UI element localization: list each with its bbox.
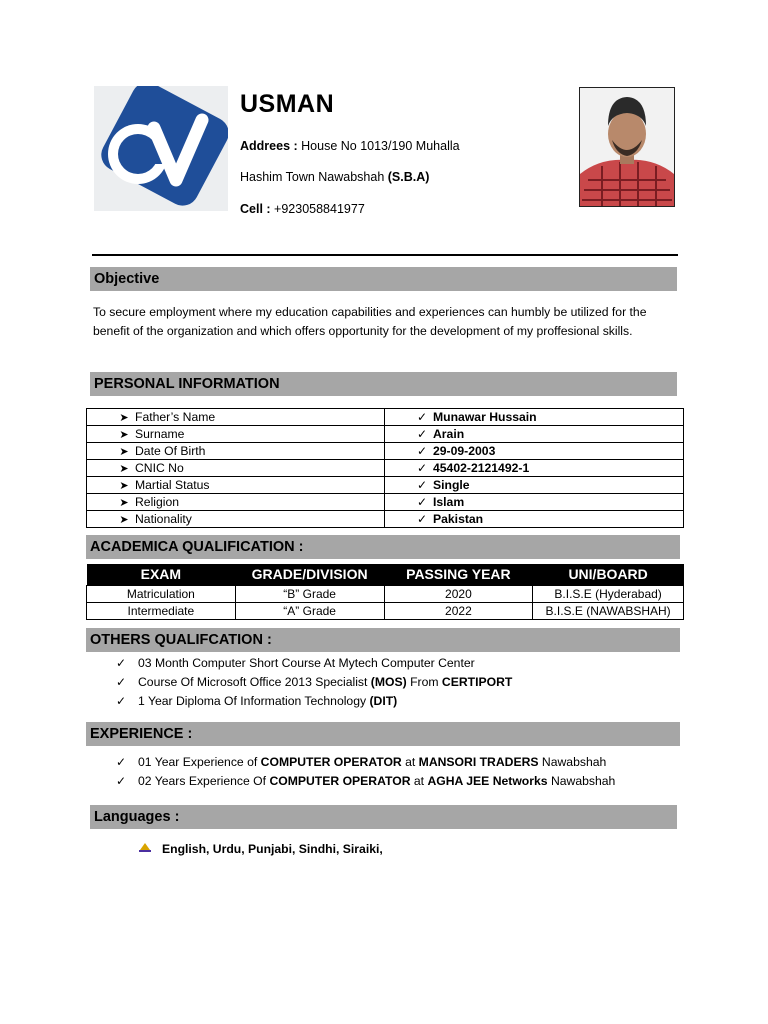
cv-logo-icon [94, 86, 228, 211]
academic-table [86, 564, 684, 620]
personal-info-row [87, 477, 684, 494]
academic-cell: Matriculation [87, 585, 236, 602]
academic-cell: “A” Grade [235, 602, 384, 619]
academic-row [87, 602, 684, 619]
check-icon: ✓ [416, 461, 428, 475]
personal-info-heading: PERSONAL INFORMATION [90, 372, 677, 396]
arrow-bullet-icon: ➤ [119, 429, 129, 441]
header-divider [92, 254, 678, 256]
personal-info-label-cell [87, 477, 385, 494]
cell-value: +923058841977 [274, 202, 365, 216]
experience-text-2: at [401, 755, 419, 769]
cell-label: Cell : [240, 202, 271, 216]
personal-info-value: Munawar Hussain [433, 410, 537, 424]
experience-item [116, 772, 615, 791]
languages-heading: Languages : [90, 805, 677, 829]
address-district: (S.B.A) [387, 170, 430, 184]
others-item [116, 692, 512, 711]
arrow-bullet-icon: ➤ [119, 497, 129, 509]
col-grade: GRADE/DIVISION [235, 564, 384, 585]
personal-info-value-cell [385, 460, 684, 477]
candidate-name: USMAN [240, 90, 335, 118]
personal-info-label-cell [87, 460, 385, 477]
check-icon: ✓ [416, 512, 428, 526]
academic-header-row [87, 564, 684, 585]
others-item-text-2: From [406, 675, 442, 689]
arrow-bullet-icon: ➤ [119, 514, 129, 526]
experience-employer: MANSORI TRADERS [418, 755, 539, 769]
others-item-emphasis-2: CERTIPORT [441, 675, 513, 689]
academic-cell: Intermediate [87, 602, 236, 619]
personal-info-value-cell [385, 409, 684, 426]
others-list [116, 654, 512, 711]
personal-info-label-cell [87, 443, 385, 460]
arrow-bullet-icon: ➤ [119, 446, 129, 458]
experience-text-2: at [410, 774, 428, 788]
check-icon: ✓ [416, 427, 428, 441]
personal-info-label-cell [87, 511, 385, 528]
check-icon: ✓ [416, 410, 428, 424]
experience-role: COMPUTER OPERATOR [269, 774, 411, 788]
check-icon: ✓ [116, 694, 127, 708]
experience-text: 02 Years Experience Of [138, 774, 270, 788]
check-icon: ✓ [116, 774, 127, 788]
check-icon: ✓ [116, 656, 127, 670]
personal-info-row [87, 426, 684, 443]
others-item-emphasis: (DIT) [369, 694, 398, 708]
personal-info-label: Date Of Birth [135, 444, 206, 458]
personal-info-value: Pakistan [433, 512, 484, 526]
personal-info-label-cell [87, 426, 385, 443]
academic-heading: ACADEMICA QUALIFICATION : [86, 535, 680, 559]
personal-info-value-cell [385, 494, 684, 511]
academic-cell: B.I.S.E (Hyderabad) [533, 585, 684, 602]
personal-info-value: 29-09-2003 [433, 444, 496, 458]
experience-location: Nawabshah [538, 755, 607, 769]
check-icon: ✓ [116, 755, 127, 769]
col-board: UNI/BOARD [533, 564, 684, 585]
check-icon: ✓ [416, 478, 428, 492]
academic-cell: 2020 [384, 585, 533, 602]
personal-info-label: Religion [135, 495, 180, 509]
others-heading: OTHERS QUALIFCATION : [86, 628, 680, 652]
languages-line [138, 840, 383, 859]
experience-employer: AGHA JEE Networks [427, 774, 548, 788]
objective-heading: Objective [90, 267, 677, 291]
address-line-2-text: Hashim Town Nawabshah [240, 170, 388, 184]
experience-item [116, 753, 615, 772]
experience-role: COMPUTER OPERATOR [260, 755, 402, 769]
experience-location: Nawabshah [547, 774, 616, 788]
arrow-bullet-icon: ➤ [119, 463, 129, 475]
personal-info-row [87, 494, 684, 511]
personal-info-label: CNIC No [135, 461, 184, 475]
personal-info-value-cell [385, 477, 684, 494]
personal-info-label: Martial Status [135, 478, 210, 492]
experience-heading: EXPERIENCE : [86, 722, 680, 746]
others-item [116, 654, 512, 673]
personal-info-value: Arain [433, 427, 465, 441]
experience-list [116, 753, 615, 791]
check-icon: ✓ [416, 444, 428, 458]
others-item-text: Course Of Microsoft Office 2013 Specialist [138, 675, 371, 689]
address-value: House No 1013/190 Muhalla [301, 139, 460, 153]
cv-logo [94, 86, 228, 211]
personal-info-label: Surname [135, 427, 185, 441]
col-year: PASSING YEAR [384, 564, 533, 585]
personal-info-row [87, 460, 684, 477]
objective-text: To secure employment where my education capabilities and experiences can humbly be utilized for the benefit of the organization and which offers opportunity for the development of my proffesional skills. [93, 305, 647, 338]
address-line-1 [240, 139, 460, 153]
check-icon: ✓ [416, 495, 428, 509]
profile-photo-image [580, 88, 674, 206]
academic-row [87, 585, 684, 602]
others-item-text: 03 Month Computer Short Course At Mytech Computer Center [138, 656, 475, 670]
address-line-2 [240, 170, 429, 184]
personal-info-row [87, 409, 684, 426]
experience-text: 01 Year Experience of [138, 755, 261, 769]
languages-text: English, Urdu, Punjabi, Sindhi, Siraiki, [162, 842, 383, 856]
academic-cell: B.I.S.E (NAWABSHAH) [533, 602, 684, 619]
personal-info-value-cell [385, 426, 684, 443]
personal-info-row [87, 443, 684, 460]
academic-cell: 2022 [384, 602, 533, 619]
others-item-emphasis: (MOS) [370, 675, 407, 689]
col-exam: EXAM [87, 564, 236, 585]
academic-cell: “B” Grade [235, 585, 384, 602]
personal-info-label: Nationality [135, 512, 192, 526]
personal-info-value-cell [385, 511, 684, 528]
arrow-bullet-icon: ➤ [119, 412, 129, 424]
address-label: Addrees : [240, 139, 298, 153]
arrow-bullet-icon: ➤ [119, 480, 129, 492]
personal-info-label: Father’s Name [135, 410, 216, 424]
personal-info-label-cell [87, 494, 385, 511]
others-item [116, 673, 512, 692]
personal-info-value: 45402-2121492-1 [433, 461, 530, 475]
personal-info-label-cell [87, 409, 385, 426]
personal-info-value: Islam [433, 495, 465, 509]
cell-line [240, 202, 365, 216]
profile-photo [579, 87, 675, 207]
personal-info-value-cell [385, 443, 684, 460]
personal-info-value: Single [433, 478, 470, 492]
personal-info-row [87, 511, 684, 528]
language-bullet-icon [138, 840, 162, 859]
personal-info-table [86, 408, 684, 528]
others-item-text: 1 Year Diploma Of Information Technology [138, 694, 370, 708]
check-icon: ✓ [116, 675, 127, 689]
